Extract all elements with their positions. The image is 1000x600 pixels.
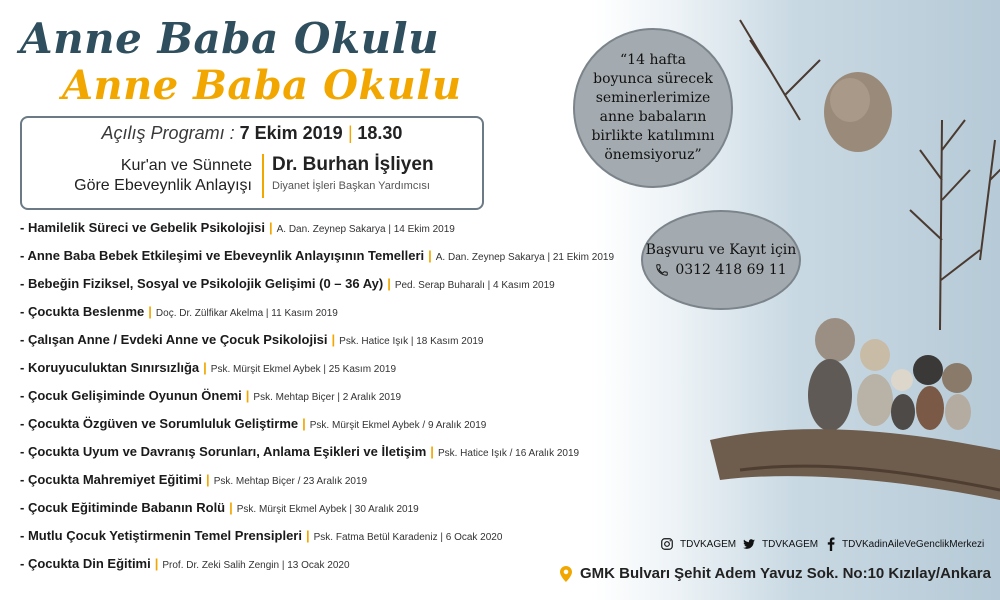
opening-topic bbox=[52, 156, 252, 196]
location-pin-icon bbox=[560, 566, 572, 582]
program-item: - Çocukta Özgüven ve Sorumluluk Geliştirme | Psk. Mürşit Ekmel Aybek / 9 Aralık 2019 bbox=[20, 416, 487, 431]
quote-line: “14 hafta bbox=[620, 52, 686, 68]
instagram-icon bbox=[660, 537, 674, 551]
phone-icon bbox=[655, 263, 669, 277]
quote-line: önemsiyoruz” bbox=[604, 147, 702, 163]
opening-speaker-title: Diyanet İşleri Başkan Yardımcısı bbox=[272, 180, 430, 192]
opening-date: 7 Ekim 2019 bbox=[239, 123, 343, 143]
twitter-icon bbox=[742, 537, 756, 551]
program-item: - Çocuk Gelişiminde Oyunun Önemi | Psk. Mehtap Biçer | 2 Aralık 2019 bbox=[20, 388, 402, 403]
facebook-handle: TDVKadinAileVeGenclikMerkezi bbox=[842, 538, 985, 550]
program-item: - Çocukta Beslenme | Doç. Dr. Zülfikar Akelma | 11 Kasım 2019 bbox=[20, 304, 338, 319]
contact-phone[interactable]: 0312 418 69 11 bbox=[675, 262, 787, 278]
opening-label: Açılış Programı : bbox=[101, 123, 235, 143]
log-shape bbox=[710, 429, 1000, 500]
program-item: - Çocuk Eğitiminde Babanın Rolü | Psk. Mürşit Ekmel Aybek | 30 Aralık 2019 bbox=[20, 500, 419, 515]
page-subtitle: Anne Baba Okulu bbox=[62, 62, 462, 109]
instagram-handle: TDVKAGEM bbox=[680, 538, 737, 550]
twitter-handle: TDVKAGEM bbox=[762, 538, 819, 550]
opening-program-box bbox=[20, 116, 484, 210]
program-item: - Bebeğin Fiziksel, Sosyal ve Psikolojik Gelişimi (0 – 36 Ay) | Ped. Serap Buharalı | 4 Kasım 2019 bbox=[20, 276, 555, 291]
contact-phone-row bbox=[655, 262, 786, 278]
contact-bubble bbox=[641, 210, 801, 310]
opening-topic-line1: Kur'an ve Sünnete bbox=[120, 157, 252, 174]
quote-line: boyunca sürecek bbox=[593, 71, 713, 87]
program-item: - Çalışan Anne / Evdeki Anne ve Çocuk Psikolojisi | Psk. Hatice Işık | 18 Kasım 2019 bbox=[20, 332, 484, 347]
quote-line: anne babaların bbox=[599, 109, 707, 125]
address-text: GMK Bulvarı Şehit Adem Yavuz Sok. No:10 Kızılay/Ankara bbox=[580, 565, 991, 582]
social-facebook[interactable] bbox=[826, 537, 984, 551]
quote-line: seminerlerimize bbox=[595, 90, 711, 106]
opening-topic-line2: Göre Ebeveynlik Anlayışı bbox=[74, 177, 252, 194]
program-item: - Koruyuculuktan Sınırsızlığa | Psk. Mürşit Ekmel Aybek | 25 Kasım 2019 bbox=[20, 360, 397, 375]
program-item: - Çocukta Mahremiyet Eğitimi | Psk. Mehtap Biçer / 23 Aralık 2019 bbox=[20, 472, 368, 487]
contact-heading: Başvuru ve Kayıt için bbox=[645, 242, 797, 258]
social-twitter[interactable] bbox=[742, 537, 818, 551]
program-item: - Hamilelik Süreci ve Gebelik Psikolojisi | A. Dan. Zeynep Sakarya | 14 Ekim 2019 bbox=[20, 220, 455, 235]
opening-header bbox=[22, 123, 482, 144]
program-item: - Çocukta Uyum ve Davranış Sorunları, Anlama Eşikleri ve İletişim | Psk. Hatice Işık / 16 Aralık 2019 bbox=[20, 444, 580, 459]
opening-divider bbox=[262, 154, 264, 198]
program-item: - Anne Baba Bebek Etkileşimi ve Ebeveynlik Anlayışının Temelleri | A. Dan. Zeynep Sakarya | 21 Ekim 2019 bbox=[20, 248, 615, 263]
program-item: - Çocukta Din Eğitimi | Prof. Dr. Zeki Salih Zengin | 13 Ocak 2020 bbox=[20, 556, 350, 571]
opening-speaker: Dr. Burhan İşliyen bbox=[272, 154, 434, 175]
opening-separator: | bbox=[347, 123, 353, 143]
facebook-icon bbox=[826, 537, 836, 551]
quote-bubble bbox=[573, 28, 733, 188]
quote-line: birlikte katılımını bbox=[591, 128, 715, 144]
social-instagram[interactable] bbox=[660, 537, 736, 551]
address-line bbox=[560, 565, 991, 582]
program-item: - Mutlu Çocuk Yetiştirmenin Temel Prensipleri | Psk. Fatma Betül Karadeniz | 6 Ocak 2020 bbox=[20, 528, 503, 543]
page-title: Anne Baba Okulu bbox=[20, 14, 440, 63]
opening-time: 18.30 bbox=[357, 123, 403, 143]
